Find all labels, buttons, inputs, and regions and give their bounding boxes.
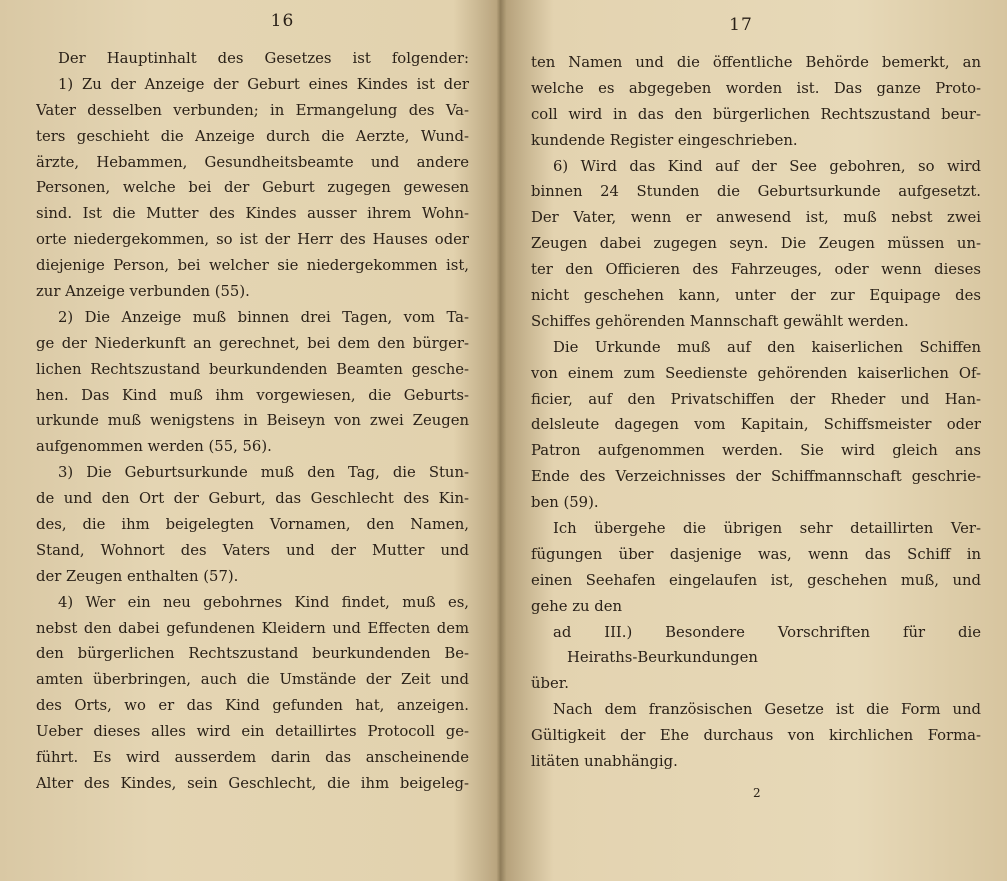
page-number: 17	[729, 15, 753, 35]
text-line: aufgenommen werden (55, 56).	[36, 438, 272, 456]
text-line: Der Vater, wenn er anwesend ist, muß nebst zwei	[531, 209, 981, 227]
text-line: orte niedergekommen, so ist der Herr des Hauses oder	[36, 231, 469, 249]
text-line: ben (59).	[531, 494, 599, 512]
text-line: der Zeugen enthalten (57).	[36, 567, 239, 585]
text-line: delsleute dagegen vom Kapitain, Schiffsmeister oder	[531, 416, 981, 434]
text-line: führt. Es wird ausserdem darin das anscheinende	[36, 749, 469, 767]
signature-mark: 2	[753, 786, 761, 800]
text-line: Ende des Verzeichnisses der Schiffmannschaft geschrie-	[531, 468, 981, 486]
text-line: ten Namen und die öffentliche Behörde bemerkt, an	[531, 54, 981, 71]
text-line: lichen Rechtszustand beurkundenden Beamten gesche-	[36, 360, 469, 378]
text-line: welche es abgegeben worden ist. Das ganze Proto-	[531, 79, 981, 97]
right-page	[503, 0, 1007, 881]
text-line: Alter des Kindes, sein Geschlecht, die ihm beigeleg-	[36, 774, 469, 792]
left-page	[0, 0, 497, 881]
text-line: zur Anzeige verbunden (55).	[36, 283, 250, 301]
text-line: Vater desselben verbunden; in Ermangelung des Va-	[36, 101, 469, 119]
text-line: sind. Ist die Mutter des Kindes ausser ihrem Wohn-	[36, 205, 469, 223]
text-line: binnen 24 Stunden die Geburtsurkunde aufgesetzt.	[531, 183, 981, 201]
text-line: Gültigkeit der Ehe durchaus von kirchlichen Forma-	[531, 727, 981, 745]
text-line: über.	[531, 675, 569, 693]
text-line: ter den Officieren des Fahrzeuges, oder wenn dieses	[531, 261, 981, 279]
text-line: 2) Die Anzeige muß binnen drei Tagen, vom Ta-	[58, 308, 469, 326]
text-line: nicht geschehen kann, unter der zur Equipage des	[531, 287, 981, 305]
text-line: 6) Wird das Kind auf der See gebohren, so wird	[553, 157, 981, 175]
text-line: amten überbringen, auch die Umstände der Zeit und	[36, 671, 469, 689]
text-line: de und den Ort der Geburt, das Geschlecht des Kin-	[36, 490, 469, 508]
text-line: coll wird in das den bürgerlichen Rechtszustand beur-	[531, 105, 981, 123]
text-line: 3) Die Geburtsurkunde muß den Tag, die Stun-	[58, 464, 469, 482]
section-heading: ad III.) Besondere Vorschriften für die	[553, 623, 981, 641]
text-line: kundende Register eingeschrieben.	[531, 131, 798, 149]
text-line: ärzte, Hebammen, Gesundheitsbeamte und andere	[36, 153, 469, 171]
text-line: Nach dem französischen Gesetze ist die Form und	[553, 701, 981, 719]
text-line: ters geschieht die Anzeige durch die Aerzte, Wund-	[36, 127, 469, 145]
section-heading: Heiraths-Beurkundungen	[567, 649, 758, 667]
page-number: 16	[270, 11, 295, 31]
right-page-text	[531, 50, 981, 775]
text-line: nebst den dabei gefundenen Kleidern und Effecten dem	[36, 619, 469, 637]
text-line: des, die ihm beigelegten Vornamen, den Namen,	[36, 516, 469, 534]
left-page-text	[36, 46, 469, 797]
text-line: urkunde muß wenigstens in Beiseyn von zwei Zeugen	[36, 412, 469, 430]
text-line: Der Hauptinhalt des Gesetzes ist folgender:	[58, 50, 469, 67]
text-line: Personen, welche bei der Geburt zugegen gewesen	[36, 179, 469, 197]
text-line: fügungen über dasjenige was, wenn das Schiff in	[531, 545, 981, 563]
text-line: Stand, Wohnort des Vaters und der Mutter und	[36, 541, 469, 559]
text-line: litäten unabhängig.	[531, 753, 678, 771]
text-line: Ich übergehe die übrigen sehr detaillirten Ver-	[553, 520, 981, 538]
text-line: des Orts, wo er das Kind gefunden hat, anzeigen.	[36, 697, 469, 715]
text-line: Die Urkunde muß auf den kaiserlichen Schiffen	[553, 338, 981, 356]
text-line: Ueber dieses alles wird ein detaillirtes Protocoll ge-	[36, 723, 469, 741]
text-line: 4) Wer ein neu gebohrnes Kind findet, muß es,	[58, 593, 469, 611]
text-line: von einem zum Seedienste gehörenden kaiserlichen Of-	[531, 364, 981, 382]
text-line: Patron aufgenommen werden. Sie wird gleich ans	[531, 442, 981, 460]
text-line: einen Seehafen eingelaufen ist, geschehen muß, und	[531, 571, 981, 589]
text-line: gehe zu den	[531, 597, 623, 615]
text-line: Schiffes gehörenden Mannschaft gewählt werden.	[531, 312, 909, 330]
text-line: diejenige Person, bei welcher sie niedergekommen ist,	[36, 257, 469, 275]
text-line: hen. Das Kind muß ihm vorgewiesen, die Geburts-	[36, 386, 469, 404]
text-line: den bürgerlichen Rechtszustand beurkundenden Be-	[36, 645, 469, 663]
text-line: 1) Zu der Anzeige der Geburt eines Kindes ist der	[58, 75, 469, 93]
text-line: ficier, auf den Privatschiffen der Rheder und Han-	[531, 390, 981, 408]
text-line: ge der Niederkunft an gerechnet, bei dem den bürger-	[36, 334, 469, 352]
text-line: Zeugen dabei zugegen seyn. Die Zeugen müssen un-	[531, 235, 981, 253]
